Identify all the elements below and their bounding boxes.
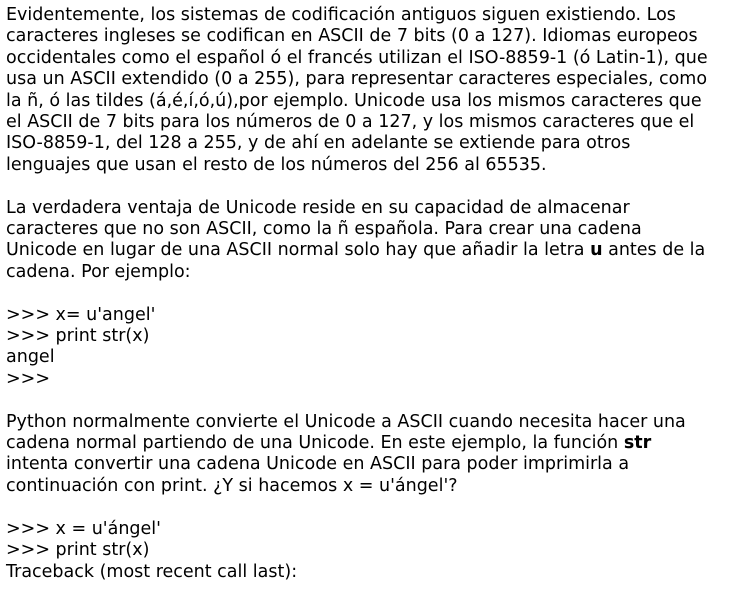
code-line: >>> print str(x) [6, 326, 150, 347]
paragraph-str-conversion [6, 412, 746, 498]
paragraph-text: La verdadera ventaja de Unicode reside en su capacidad de almacenar caracteres que no son ASCII, como la ñ española. Para crear una cadena Unicode en lugar de una ASCII normal solo hay que añadir la letra [6, 197, 642, 261]
code-line: >>> x = u'ángel' [6, 518, 161, 539]
bold-keyword-u: u [590, 240, 603, 261]
paragraph-encoding-history: Evidentemente, los sistemas de codificación antiguos siguen existiendo. Los caracteres ingleses se codifican en ASCII de 7 bits (0 a 127). Idiomas europeos occidentales como el español ó el francés utilizan el ISO-8859-1 (ó Latin-1), que usa un ASCII extendido (0 a 255), para representar caracteres especiales, como la ñ, ó las tildes (á,é,í,ó,ú),por ejemplo. Unicode usa los mismos caracteres que el ASCII de 7 bits para los números de 0 a 127, y los mismos caracteres que el ISO-8859-1, del 128 a 255, y de ahí en adelante se extiende para otros lenguajes que usan el resto de los números del 256 al 65535. [6, 5, 708, 175]
paragraph-text: intenta convertir una cadena Unicode en ASCII para poder imprimirla a continuación con print. ¿Y si hacemos x = u'ángel'? [6, 454, 630, 496]
paragraph-unicode-advantage [6, 198, 746, 284]
code-line: >>> x= u'angel' [6, 304, 156, 325]
document-body [6, 5, 746, 583]
code-line: >>> [6, 368, 50, 389]
code-line: >>> print str(x) [6, 540, 150, 561]
paragraph-text: antes de la cadena. Por ejemplo: [6, 240, 706, 282]
paragraph-text: Python normalmente convierte el Unicode a ASCII cuando necesita hacer una cadena normal partiendo de una Unicode. En este ejemplo, la función [6, 411, 686, 454]
code-line: angel [6, 347, 55, 368]
paragraph-spacer [6, 283, 746, 304]
code-example-2 [6, 519, 746, 583]
code-example-1 [6, 305, 746, 391]
code-line: Traceback (most recent call last): [6, 561, 298, 582]
paragraph-spacer [6, 390, 746, 411]
bold-keyword-str: str [623, 433, 652, 454]
paragraph-spacer [6, 497, 746, 518]
paragraph-spacer [6, 176, 746, 197]
